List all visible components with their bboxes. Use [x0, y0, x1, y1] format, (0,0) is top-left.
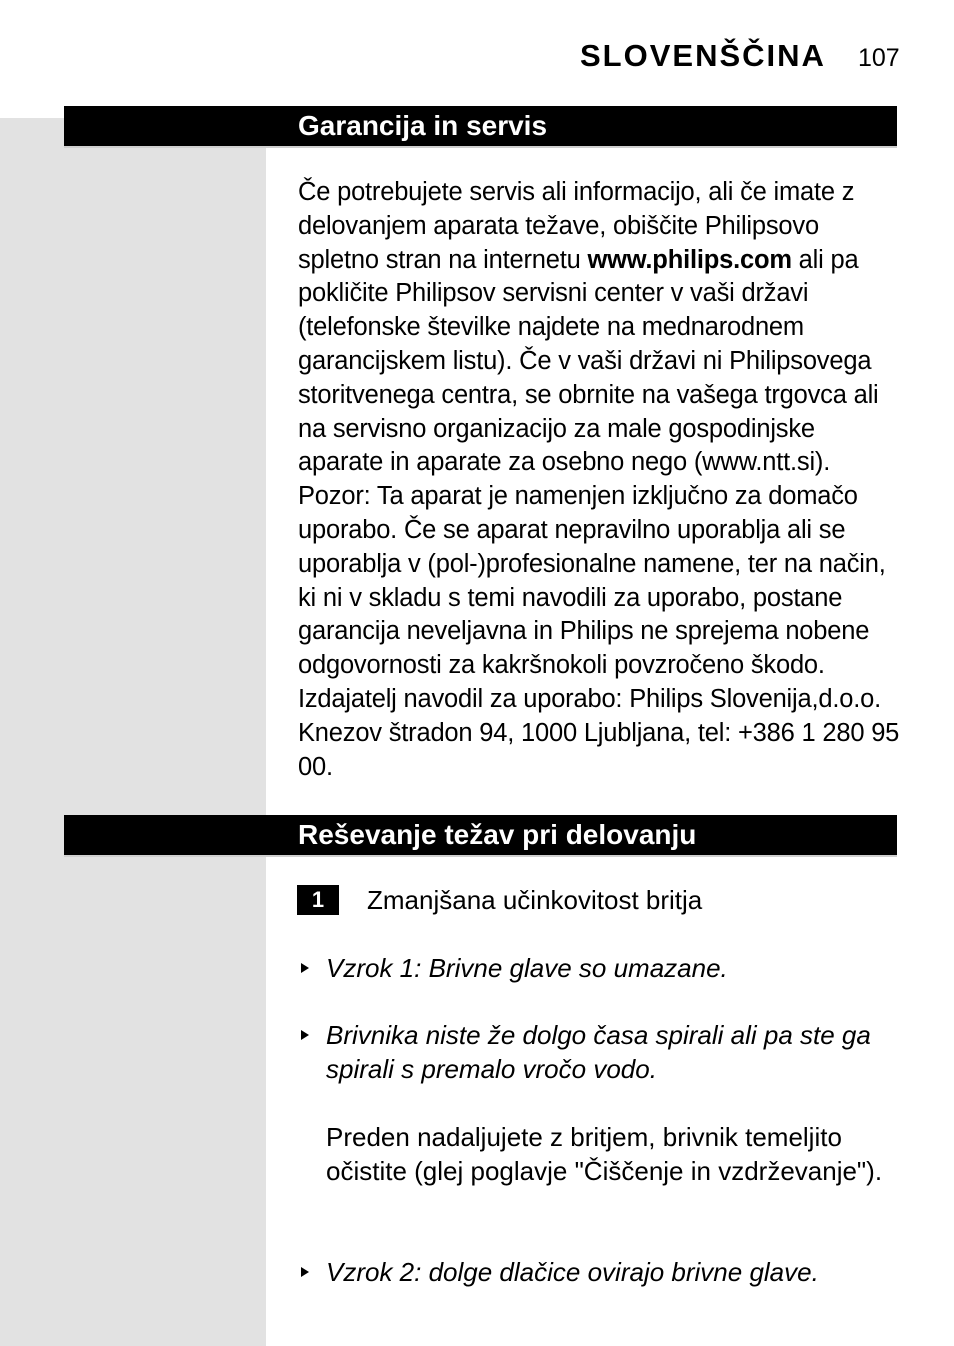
- section-bar-warranty: [64, 106, 897, 148]
- problem-number-badge: 1: [297, 885, 339, 915]
- section-title-warranty: Garancija in servis: [298, 110, 548, 141]
- bullet-arrow-icon: [301, 1030, 309, 1040]
- cause-2: Vzrok 2: dolge dlačice ovirajo brivne glave.: [326, 1257, 819, 1287]
- section-title-troubleshooting: Reševanje težav pri delovanju: [298, 819, 697, 850]
- warranty-text-end: ali pa pokličite Philipsov servisni center v vaši državi (telefonske številke najdete na mednarodnem garancijskem listu). Če v vaši državi ni Philipsovega storitvenega centra, se obrnite na vašega trgovca ali na servisno organizacijo za male gospodinjske aparate in aparate za osebno nego (www.ntt.si). Pozor: Ta aparat je namenjen izključno za domačo uporabo. Če se aparat nepravilno uporablja ali se uporablja v (pol-)profesionalne namene, ter na način, ki ni v skladu s temi navodili za uporabo, postane garancija neveljavna in Philips ne sprejema nobene odgovornosti za kakršnokoli povzročeno škodo. Izdajatelj navodil za uporabo: Philips Slovenija,d.o.o. Knezov štradon 94, 1000 Ljubljana, tel: +386 1 280 95 00.: [298, 245, 900, 781]
- cause-1: Vzrok 1: Brivne glave so umazane.: [326, 953, 728, 983]
- cause-1-detail: Brivnika niste že dolgo časa spirali ali pa ste ga spirali s premalo vročo vodo.: [326, 1020, 871, 1084]
- section-bar-troubleshooting: [64, 815, 897, 857]
- philips-website-link[interactable]: www.philips.com: [587, 245, 792, 274]
- solution-1: Preden nadaljujete z britjem, brivnik temeljito očistite (glej poglavje "Čiščenje in vzdrževanje").: [326, 1122, 883, 1186]
- bullet-arrow-icon: [301, 963, 309, 973]
- bullet-arrow-icon: [301, 1267, 309, 1277]
- page-sidebar: [0, 118, 266, 1346]
- problem-title: Zmanjšana učinkovitost britja: [367, 885, 703, 915]
- page-number: 107: [858, 44, 900, 72]
- warranty-text-start: Če potrebujete servis ali informacijo, ali če imate z delovanjem aparata težave, obiščite Philipsovo spletno stran na internetu: [298, 178, 855, 274]
- language-heading: SLOVENŠČINA: [580, 38, 826, 73]
- warranty-paragraph: [298, 176, 904, 784]
